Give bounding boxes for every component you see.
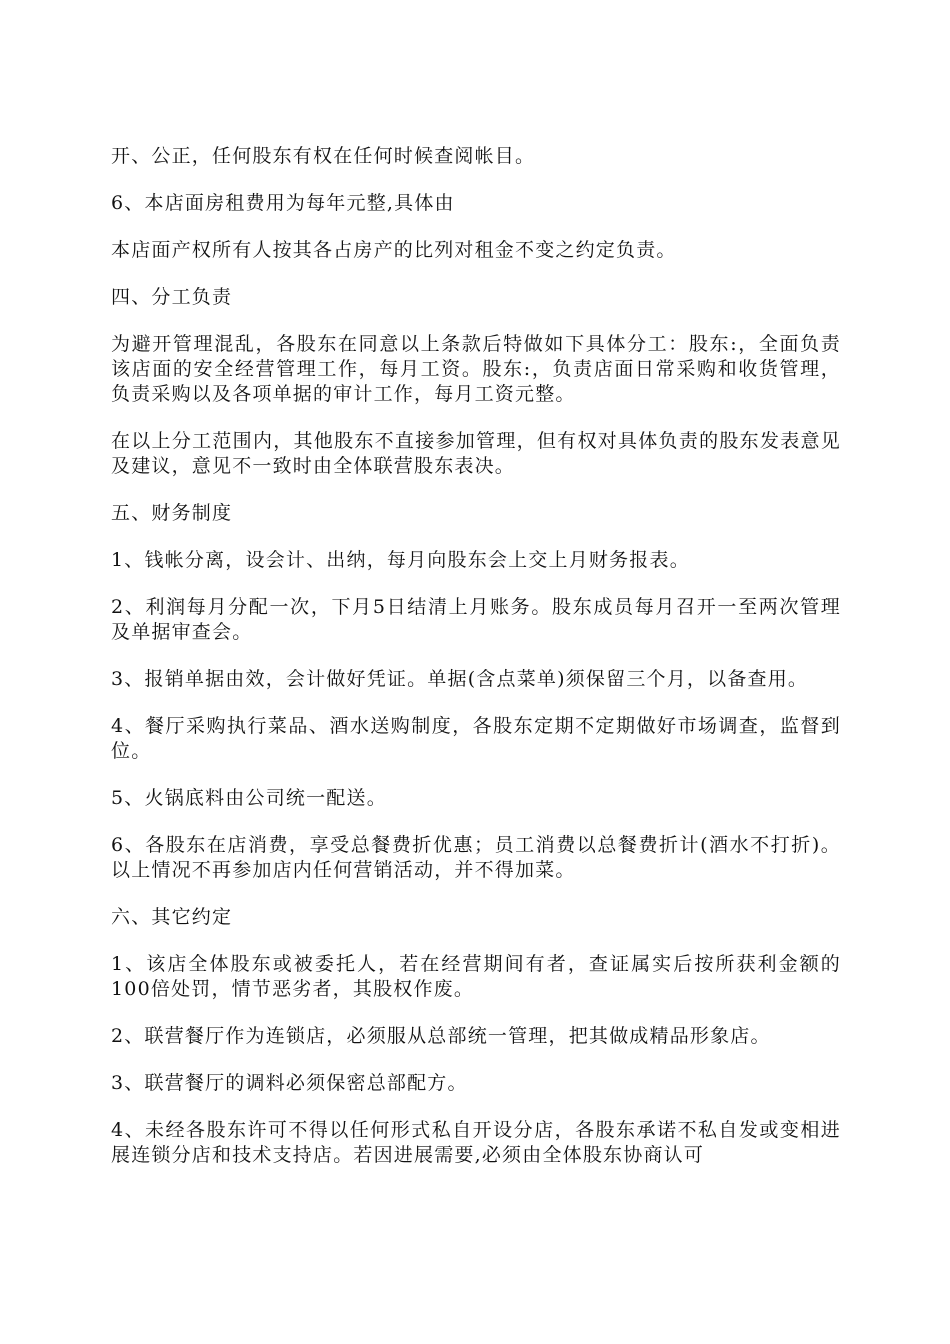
paragraph-16: 2、联营餐厅作为连锁店，必须服从总部统一管理，把其做成精品形象店。: [111, 1025, 771, 1047]
paragraph-18: 4、未经各股东许可不得以任何形式私自开设分店，各股东承诺不私自发或变相进展连锁分店和技术支持店。若因进展需要,必须由全体股东协商认可: [111, 1119, 841, 1166]
paragraph-5: 为避开管理混乱，各股东在同意以上条款后特做如下具体分工：股东:，全面负责该店面的安全经营管理工作，每月工资。股东:，负责店面日常采购和收货管理，负责采购以及各项单据的审计工作，每月工资元整。: [111, 333, 841, 405]
section-heading-5: 五、财务制度: [111, 502, 233, 524]
paragraph-3: 本店面产权所有人按其各占房产的比列对租金不变之约定负责。: [111, 239, 677, 261]
paragraph-1: 开、公正，任何股东有权在任何时候查阅帐目。: [111, 145, 536, 167]
paragraph-6: 在以上分工范围内，其他股东不直接参加管理，但有权对具体负责的股东发表意见及建议，意见不一致时由全体联营股东表决。: [111, 430, 841, 477]
paragraph-13: 6、各股东在店消费，享受总餐费折优惠；员工消费以总餐费折计(酒水不打折)。以上情况不再参加店内任何营销活动，并不得加菜。: [111, 834, 841, 881]
paragraph-2: 6、本店面房租费用为每年元整,具体由: [111, 192, 455, 214]
section-heading-6: 六、其它约定: [111, 906, 233, 928]
paragraph-15: 1、该店全体股东或被委托人，若在经营期间有者，查证属实后按所获利金额的100倍处罚，情节恶劣者，其股权作废。: [111, 953, 841, 1000]
paragraph-17: 3、联营餐厅的调料必须保密总部配方。: [111, 1072, 468, 1094]
paragraph-8: 1、钱帐分离，设会计、出纳，每月向股东会上交上月财务报表。: [111, 549, 690, 571]
document-page: [111, 144, 841, 1190]
paragraph-9: 2、利润每月分配一次，下月5日结清上月账务。股东成员每月召开一至两次管理及单据审查会。: [111, 596, 841, 643]
paragraph-11: 4、餐厅采购执行菜品、酒水送购制度，各股东定期不定期做好市场调查，监督到位。: [111, 715, 841, 762]
paragraph-12: 5、火锅底料由公司统一配送。: [111, 787, 387, 809]
section-heading-4: 四、分工负责: [111, 286, 233, 308]
paragraph-10: 3、报销单据由效，会计做好凭证。单据(含点菜单)须保留三个月，以备查用。: [111, 668, 809, 690]
